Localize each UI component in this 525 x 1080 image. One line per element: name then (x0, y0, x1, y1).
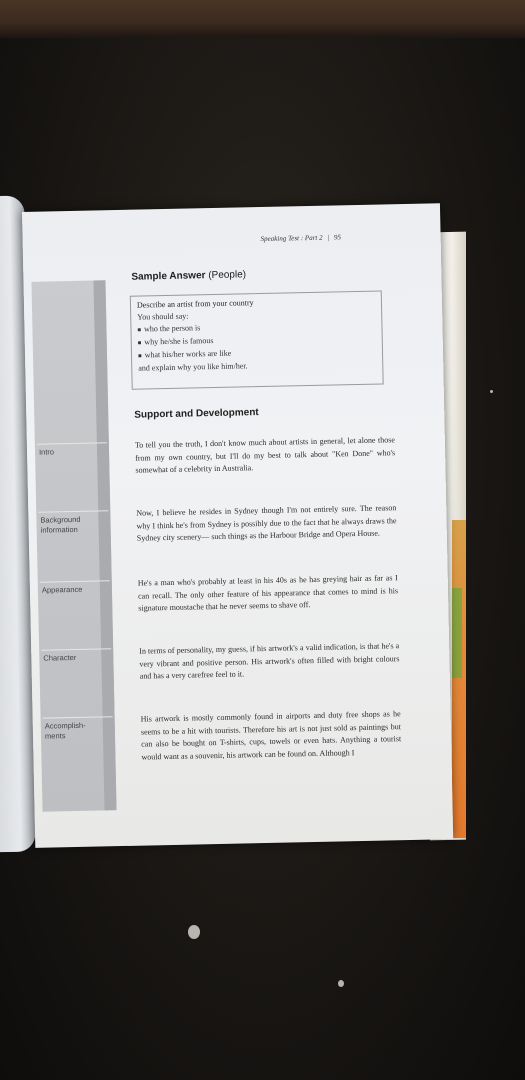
table-speck (490, 390, 493, 393)
cue-card (130, 290, 384, 389)
sample-answer-subtitle: (People) (208, 269, 247, 282)
cue-card-bullet: ■ who the person is (137, 319, 375, 337)
sample-answer-heading: Sample Answer (131, 270, 206, 283)
cue-card-bullet: ■ what his/her works are like (138, 345, 376, 363)
table-speck (188, 925, 200, 939)
running-head-divider: | (327, 233, 330, 242)
paragraph-background: Now, I believe he resides in Sydney though I'm not entirely sure. The reason why I think he's from Sydney is possibly due to the fact that he always draws the Sydney city scenery— such things as the Harbour Bridge and Opera House. (136, 503, 397, 543)
section-label-background: Background information (40, 514, 81, 535)
running-head-title: Speaking Test : Part 2 (260, 233, 323, 244)
cue-card-lead: Describe an artist from your country (136, 298, 254, 310)
running-head (261, 233, 342, 243)
cue-card-should-say: You should say: (137, 311, 189, 322)
sample-answer-title (131, 269, 246, 282)
cue-card-bullet: ■ why he/she is famous (138, 332, 376, 350)
cue-card-closing: and explain why you like him/her. (138, 361, 248, 373)
book-page (22, 203, 453, 848)
book-cover-accent (452, 588, 462, 678)
section-label-accomplishments: Accomplish-ments (44, 720, 86, 741)
section-label-intro: Intro (38, 447, 55, 457)
paragraph-appearance: He's a man who's probably at least in his 40s as he has greying hair as far as I can recall. The only other feature of his appearance that comes to mind is his signature moustache that he never seems to shave off. (137, 573, 399, 613)
paragraph-intro: To tell you the truth, I don't know much about artists in general, let alone those from my own country, but I'll do my best to talk about "Ken Done" who's somewhat of a celebrity in Australia. (134, 435, 396, 475)
page-number: 95 (333, 233, 342, 242)
section-label-appearance: Appearance (41, 584, 83, 595)
wooden-table-edge (0, 0, 525, 38)
support-title: Support and Development (134, 407, 259, 421)
section-label-character: Character (43, 652, 77, 663)
paragraph-accomplishments: His artwork is mostly commonly found in airports and duty free shops as he seems to be a hit with tourists. Therefore his art is not just sold as paintings but can also be bought on T-shirts, cups, towels or even hats. Anything a tourist would want as a souvenir, his artwork can be found on. Although I (140, 709, 402, 762)
book-cover-edge (452, 520, 466, 838)
paragraph-character: In terms of personality, my guess, if his artwork's a valid indication, is that he's a very vibrant and positive person. His artwork's often filled with bright colours and has a very carefree feel to it. (139, 641, 400, 681)
table-speck (338, 980, 344, 987)
